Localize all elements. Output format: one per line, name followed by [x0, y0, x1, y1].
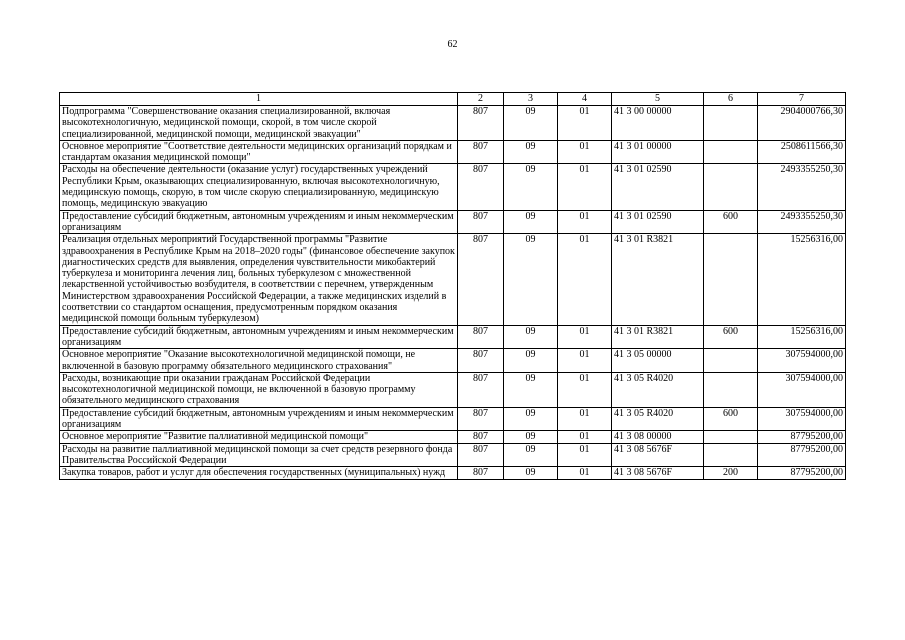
target-article-cell: 41 3 00 00000 — [612, 106, 704, 141]
target-article-cell: 41 3 01 R3821 — [612, 325, 704, 349]
amount-cell: 2508611566,30 — [758, 140, 846, 164]
table-row — [60, 349, 846, 373]
subsection-code-cell: 01 — [558, 431, 612, 443]
subsection-code-cell: 01 — [558, 407, 612, 431]
subsection-code-cell: 01 — [558, 140, 612, 164]
target-article-cell: 41 3 05 00000 — [612, 349, 704, 373]
column-header: 1 — [60, 93, 458, 106]
target-article-cell: 41 3 01 02590 — [612, 210, 704, 234]
section-code-cell: 09 — [504, 106, 558, 141]
table-row — [60, 407, 846, 431]
ministry-code-cell: 807 — [458, 372, 504, 407]
target-article-cell: 41 3 08 5676F — [612, 467, 704, 479]
subsection-code-cell: 01 — [558, 372, 612, 407]
ministry-code-cell: 807 — [458, 164, 504, 210]
table-row — [60, 431, 846, 443]
row-name-cell: Расходы на развитие паллиативной медицинской помощи за счет средств резервного фонда Правительства Российской Федерации — [60, 443, 458, 467]
section-code-cell: 09 — [504, 467, 558, 479]
table-row — [60, 106, 846, 141]
section-code-cell: 09 — [504, 234, 558, 325]
amount-cell: 2493355250,30 — [758, 210, 846, 234]
row-name-cell: Подпрограмма "Совершенствование оказания специализированной, включая высокотехнологичную, медицинской помощи, скорой, в том числе скорой специализированной, медицинской помощи, медицинской эвакуации" — [60, 106, 458, 141]
table-row — [60, 210, 846, 234]
amount-cell: 307594000,00 — [758, 407, 846, 431]
amount-cell: 307594000,00 — [758, 372, 846, 407]
subsection-code-cell: 01 — [558, 234, 612, 325]
table-header-row — [60, 93, 846, 106]
section-code-cell: 09 — [504, 443, 558, 467]
column-header: 4 — [558, 93, 612, 106]
target-article-cell: 41 3 05 R4020 — [612, 407, 704, 431]
ministry-code-cell: 807 — [458, 210, 504, 234]
column-header: 6 — [704, 93, 758, 106]
subsection-code-cell: 01 — [558, 164, 612, 210]
expense-type-cell — [704, 106, 758, 141]
section-code-cell: 09 — [504, 349, 558, 373]
expense-type-cell — [704, 431, 758, 443]
row-name-cell: Предоставление субсидий бюджетным, автономным учреждениям и иным некоммерческим организациям — [60, 407, 458, 431]
table-row — [60, 325, 846, 349]
section-code-cell: 09 — [504, 407, 558, 431]
budget-table — [59, 92, 846, 480]
expense-type-cell — [704, 349, 758, 373]
expense-type-cell: 200 — [704, 467, 758, 479]
table-row — [60, 443, 846, 467]
column-header: 3 — [504, 93, 558, 106]
row-name-cell: Основное мероприятие "Развитие паллиативной медицинской помощи" — [60, 431, 458, 443]
section-code-cell: 09 — [504, 164, 558, 210]
target-article-cell: 41 3 01 R3821 — [612, 234, 704, 325]
ministry-code-cell: 807 — [458, 443, 504, 467]
table-row — [60, 234, 846, 325]
subsection-code-cell: 01 — [558, 443, 612, 467]
column-header: 5 — [612, 93, 704, 106]
table-row — [60, 467, 846, 479]
amount-cell: 87795200,00 — [758, 443, 846, 467]
amount-cell: 15256316,00 — [758, 325, 846, 349]
amount-cell: 2493355250,30 — [758, 164, 846, 210]
ministry-code-cell: 807 — [458, 349, 504, 373]
row-name-cell: Закупка товаров, работ и услуг для обеспечения государственных (муниципальных) нужд — [60, 467, 458, 479]
row-name-cell: Предоставление субсидий бюджетным, автономным учреждениям и иным некоммерческим организациям — [60, 210, 458, 234]
target-article-cell: 41 3 08 00000 — [612, 431, 704, 443]
ministry-code-cell: 807 — [458, 407, 504, 431]
row-name-cell: Реализация отдельных мероприятий Государственной программы "Развитие здравоохранения в Республике Крым на 2018–2020 годы" (финансовое обеспечение закупок диагностических средств для выявления, определения чувствительности микобактерий туберкулеза и мониторинга лечения лиц, больных туберкулезом с множественной лекарственной устойчивостью возбудителя, в соответствии с перечнем, утвержденным Министерством здравоохранения Российской Федерации, а также медицинских изделий в соответствии со стандартом оснащения, предусмотренным порядком оказания медицинской помощи больным туберкулезом) — [60, 234, 458, 325]
expense-type-cell — [704, 372, 758, 407]
target-article-cell: 41 3 05 R4020 — [612, 372, 704, 407]
subsection-code-cell: 01 — [558, 106, 612, 141]
target-article-cell: 41 3 08 5676F — [612, 443, 704, 467]
page-number: 62 — [447, 39, 458, 50]
expense-type-cell — [704, 234, 758, 325]
section-code-cell: 09 — [504, 210, 558, 234]
expense-type-cell — [704, 443, 758, 467]
amount-cell: 15256316,00 — [758, 234, 846, 325]
subsection-code-cell: 01 — [558, 325, 612, 349]
column-header: 7 — [758, 93, 846, 106]
expense-type-cell: 600 — [704, 210, 758, 234]
ministry-code-cell: 807 — [458, 325, 504, 349]
expense-type-cell — [704, 140, 758, 164]
ministry-code-cell: 807 — [458, 467, 504, 479]
table-row — [60, 372, 846, 407]
table-row — [60, 164, 846, 210]
row-name-cell: Расходы, возникающие при оказании гражданам Российской Федерации высокотехнологичной медицинской помощи, не включенной в базовую программу обязательного медицинского страхования — [60, 372, 458, 407]
row-name-cell: Основное мероприятие "Соответствие деятельности медицинских организаций порядкам и стандартам оказания медицинской помощи" — [60, 140, 458, 164]
subsection-code-cell: 01 — [558, 467, 612, 479]
target-article-cell: 41 3 01 00000 — [612, 140, 704, 164]
ministry-code-cell: 807 — [458, 106, 504, 141]
section-code-cell: 09 — [504, 140, 558, 164]
amount-cell: 307594000,00 — [758, 349, 846, 373]
amount-cell: 2904000766,30 — [758, 106, 846, 141]
section-code-cell: 09 — [504, 431, 558, 443]
ministry-code-cell: 807 — [458, 431, 504, 443]
expense-type-cell: 600 — [704, 407, 758, 431]
subsection-code-cell: 01 — [558, 349, 612, 373]
section-code-cell: 09 — [504, 372, 558, 407]
expense-type-cell: 600 — [704, 325, 758, 349]
column-header: 2 — [458, 93, 504, 106]
subsection-code-cell: 01 — [558, 210, 612, 234]
ministry-code-cell: 807 — [458, 140, 504, 164]
ministry-code-cell: 807 — [458, 234, 504, 325]
amount-cell: 87795200,00 — [758, 467, 846, 479]
section-code-cell: 09 — [504, 325, 558, 349]
row-name-cell: Основное мероприятие "Оказание высокотехнологичной медицинской помощи, не включенной в базовую программу обязательного медицинского страхования" — [60, 349, 458, 373]
table-row — [60, 140, 846, 164]
row-name-cell: Расходы на обеспечение деятельности (оказание услуг) государственных учреждений Республики Крым, оказывающих специализированную, включая высокотехнологичную, медицинскую помощь, скорую, в том числе скорую специализированную, медицинскую помощь, медицинскую эвакуацию — [60, 164, 458, 210]
amount-cell: 87795200,00 — [758, 431, 846, 443]
target-article-cell: 41 3 01 02590 — [612, 164, 704, 210]
expense-type-cell — [704, 164, 758, 210]
row-name-cell: Предоставление субсидий бюджетным, автономным учреждениям и иным некоммерческим организациям — [60, 325, 458, 349]
